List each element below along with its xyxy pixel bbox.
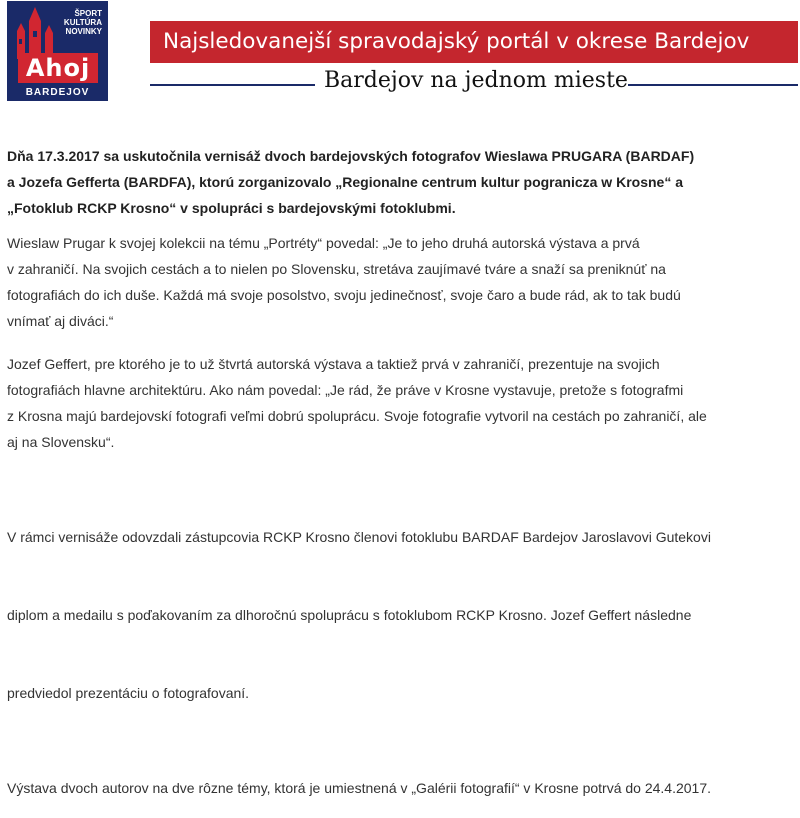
lead-line: „Fotoklub RCKP Krosno“ v spolupráci s bardejovskými fotoklubmi. <box>7 200 456 216</box>
logo-town: BARDEJOV <box>25 87 90 98</box>
article-paragraph-exhibition <box>7 775 795 801</box>
paragraph-line: Výstava dvoch autorov na dve rôzne témy, ktorá je umiestnená v „Galérii fotografií“ v Krosne potrvá do 24.4.2017. <box>7 780 711 796</box>
paragraph-line: Jozef Geffert, pre ktorého je to už štvrtá autorská výstava a taktiež prvá v zahraničí, prezentuje na svojich <box>7 356 660 372</box>
site-header <box>0 0 800 103</box>
site-tagline: Bardejov na jednom mieste <box>324 68 628 93</box>
lead-line: Dňa 17.3.2017 sa uskutočnila vernisáž dvoch bardejovských fotografov Wieslawa PRUGARA (BARDAF) <box>7 148 695 164</box>
paragraph-line: fotografiách hlavne architektúru. Ako nám povedal: „Je rád, že práve v Krosne vystavuje, pretože s fotografmi <box>7 382 684 398</box>
paragraph-line: v zahraničí. Na svojich cestách a to nielen po Slovensku, stretáva zaujímavé tváre a snaží sa preniknúť na <box>7 261 666 277</box>
logo-tag: KULTÚRA <box>63 18 102 27</box>
logo-tags <box>64 9 102 36</box>
paragraph-line: V rámci vernisáže odovzdali zástupcovia RCKP Krosno členovi fotoklubu BARDAF Bardejov Jaroslavovi Gutekovi <box>7 529 711 545</box>
lead-line: a Jozefa Gefferta (BARDFA), ktorú zorganizovalo „Regionalne centrum kultur pogranicza w Krosne“ a <box>7 174 683 190</box>
paragraph-line: Wieslaw Prugar k svojej kolekcii na tému „Portréty“ povedal: „Je to jeho druhá autorská výstava a prvá <box>7 235 640 251</box>
portal-banner: Najsledovanejší spravodajský portál v okrese Bardejov <box>150 21 798 63</box>
paragraph-line: aj na Slovensku“. <box>7 434 115 450</box>
logo-name: Ahoj <box>18 53 98 83</box>
paragraph-line: vnímať aj diváci.“ <box>7 313 114 329</box>
article-paragraph-award <box>7 472 795 758</box>
castle-icon <box>9 1 69 61</box>
paragraph-line: predviedol prezentáciu o fotografovaní. <box>7 685 250 701</box>
tagline-divider-right <box>628 84 798 86</box>
paragraph-line: diplom a medailu s poďakovaním za dlhoročnú spoluprácu s fotoklubom RCKP Krosno. Jozef Geffert následne <box>7 607 692 623</box>
tagline-divider-left <box>150 84 315 86</box>
logo-tag: ŠPORT <box>74 9 102 18</box>
paragraph-line: fotografiách do ich duše. Každá má svoje posolstvo, svoju jedinečnosť, svoje čaro a bude rád, ak to tak budú <box>7 287 681 303</box>
paragraph-line: z Krosna majú bardejovskí fotografi veľmi dobrú spoluprácu. Svoje fotografie vytvoril na cestách po zahraničí, ale <box>7 408 707 424</box>
logo-tag: NOVINKY <box>65 27 102 36</box>
site-logo[interactable] <box>7 1 108 101</box>
article-paragraph-geffert <box>7 351 795 455</box>
article-body <box>7 143 795 818</box>
article-lead <box>7 143 795 221</box>
article-paragraph-prugar <box>7 230 795 334</box>
